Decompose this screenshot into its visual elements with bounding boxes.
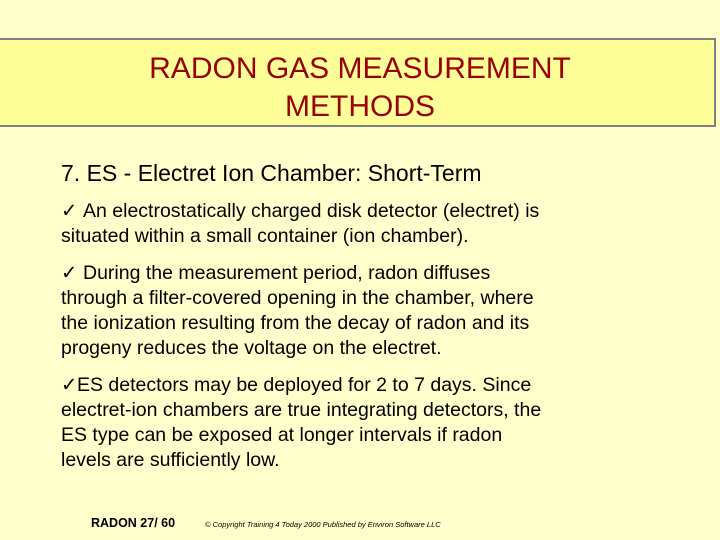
bullet-2-line-3: the ionization resulting from the decay of radon and its — [61, 312, 530, 334]
bullet-3-line-2: electret-ion chambers are true integrating detectors, the — [61, 399, 542, 421]
slide-title-line-1: RADON GAS MEASUREMENT — [149, 52, 571, 85]
checkmark-icon: ✓ — [61, 374, 78, 396]
copyright-notice: © Copyright Training 4 Today 2000 Published by Environ Software LLC — [205, 520, 441, 529]
bullet-3-line-1: ES detectors may be deployed for 2 to 7 days. Since — [77, 374, 532, 396]
checkmark-icon: ✓ — [61, 200, 78, 222]
slide-number-label: RADON 27/ 60 — [91, 516, 176, 530]
bullet-3-line-3: ES type can be exposed at longer intervals if radon — [61, 424, 503, 446]
bullet-1-line-1: An electrostatically charged disk detector (electret) is — [83, 200, 540, 222]
slide-title-line-2: METHODS — [285, 90, 435, 123]
bullet-2-line-4: progeny reduces the voltage on the electret. — [61, 337, 442, 359]
bullet-3 — [61, 373, 701, 473]
checkmark-icon: ✓ — [61, 262, 78, 284]
bullet-3-line-4: levels are sufficiently low. — [61, 449, 280, 471]
bullet-2 — [61, 261, 701, 361]
bullet-1 — [61, 199, 701, 249]
section-heading: 7. ES - Electret Ion Chamber: Short-Term — [61, 160, 482, 186]
bullet-2-line-2: through a filter-covered opening in the chamber, where — [61, 287, 534, 309]
bullet-2-line-1: During the measurement period, radon diffuses — [83, 262, 491, 284]
bullet-1-line-2: situated within a small container (ion chamber). — [61, 225, 469, 247]
